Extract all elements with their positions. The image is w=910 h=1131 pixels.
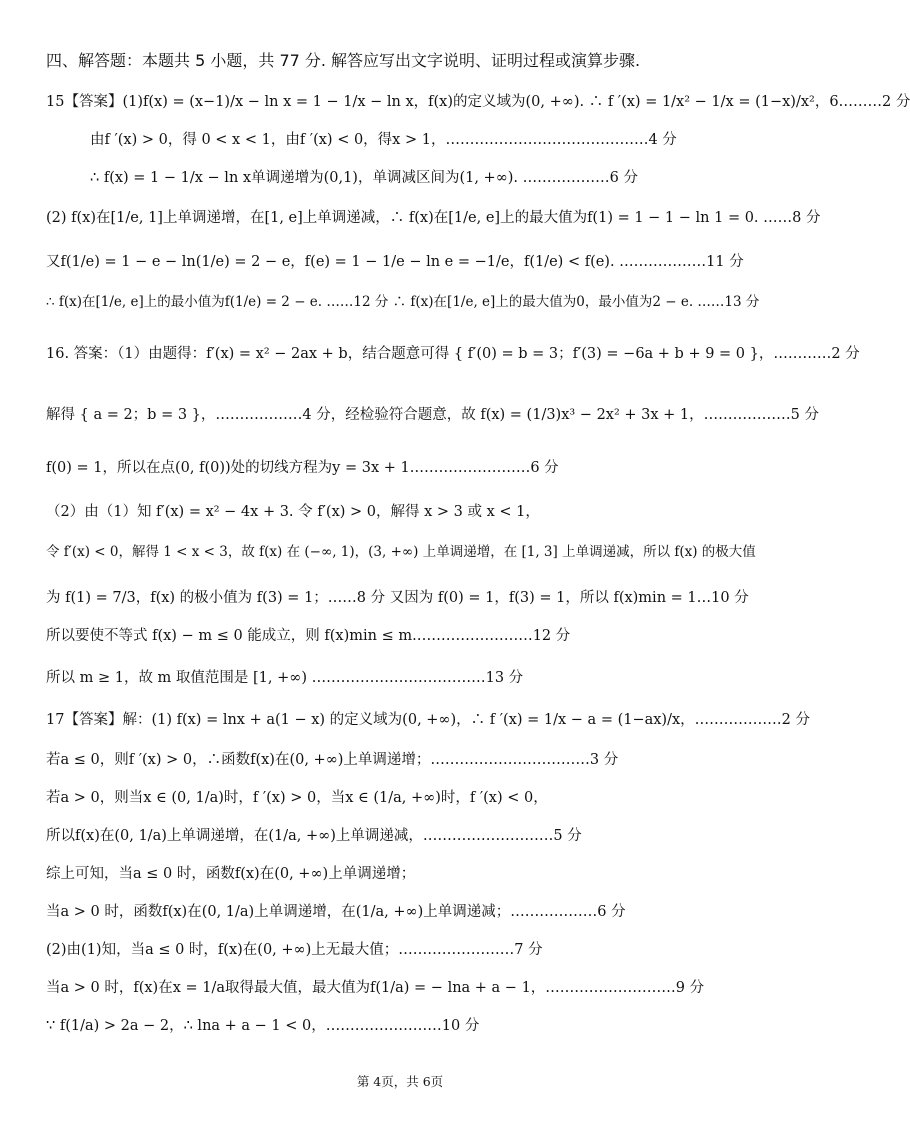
answer-line: ∴ f(x)在[1/e, e]上的最小值为f(1/e) = 2 − e. ……12 分 ∴ f(x)在[1/e, e]上的最大值为0，最小值为2 − e. ……13 分: [46, 294, 760, 310]
answer-line: 综上可知，当a ≤ 0 时，函数f(x)在(0, +∞)上单调递增；: [46, 866, 416, 882]
section-heading: 四、解答题：本题共 5 小题，共 77 分. 解答应写出文字说明、证明过程或演算步骤.: [46, 51, 641, 70]
answer-line: 当a > 0 时，f(x)在x = 1/a取得最大值，最大值为f(1/a) = − lna + a − 1，………………………9 分: [46, 980, 705, 996]
answer-line: (2) f(x)在[1/e, 1]上单调递增，在[1, e]上单调递减，∴ f(x)在[1/e, e]上的最大值为f(1) = 1 − 1 − ln 1 = 0. ……8 分: [46, 210, 821, 226]
answer-line: ∴ f(x) = 1 − 1/x − ln x单调递增为(0,1)，单调减区间为(1, +∞). ………………6 分: [90, 170, 638, 186]
answer-line: 当a > 0 时，函数f(x)在(0, 1/a)上单调递增，在(1/a, +∞)上单调递减；………………6 分: [46, 904, 626, 920]
answer-line: 解得 { a = 2；b = 3 }，………………4 分，经检验符合题意，故 f(x) = (1/3)x³ − 2x² + 3x + 1，………………5 分: [46, 407, 819, 423]
answer-line: 由f ′(x) > 0，得 0 < x < 1，由f ′(x) < 0，得x > 1，……………………………………4 分: [90, 132, 677, 148]
answer-line: 若a > 0，则当x ∈ (0, 1/a)时，f ′(x) > 0，当x ∈ (1/a, +∞)时，f ′(x) < 0，: [46, 790, 548, 806]
answer-line: 若a ≤ 0，则f ′(x) > 0，∴函数f(x)在(0, +∞)上单调递增；……………………………3 分: [46, 752, 619, 768]
answer-line: 所以f(x)在(0, 1/a)上单调递增，在(1/a, +∞)上单调递减，………………………5 分: [46, 828, 582, 844]
answer-line: ∵ f(1/a) > 2a − 2，∴ lna + a − 1 < 0，……………………10 分: [46, 1018, 480, 1034]
answer-line: 16. 答案：（1）由题得：f′(x) = x² − 2ax + b，结合题意可得 { f′(0) = b = 3；f′(3) = −6a + b + 9 = 0 }，…………2 分: [46, 346, 860, 362]
answer-line: 17【答案】解：(1) f(x) = lnx + a(1 − x) 的定义域为(0, +∞)，∴ f ′(x) = 1/x − a = (1−ax)/x，………………2 分: [46, 712, 810, 728]
answer-line: f(0) = 1，所以在点(0, f(0))处的切线方程为y = 3x + 1.……………………6 分: [46, 460, 559, 476]
answer-line: 令 f′(x) < 0，解得 1 < x < 3，故 f(x) 在 (−∞, 1)，(3, +∞) 上单调递增，在 [1, 3] 上单调递减，所以 f(x) 的极大值: [46, 544, 756, 560]
answer-line: 15【答案】(1)f(x) = (x−1)/x − ln x = 1 − 1/x − ln x，f(x)的定义域为(0, +∞). ∴ f ′(x) = 1/x² − 1/x = (1−x)/x²，6………2 分: [46, 94, 910, 110]
answer-line: 所以 m ≥ 1，故 m 取值范围是 [1, +∞) ………………………………13 分: [46, 670, 524, 686]
page-footer: 第 4页，共 6页: [356, 1074, 444, 1089]
answer-line: 所以要使不等式 f(x) − m ≤ 0 能成立，则 f(x)min ≤ m.……………………12 分: [46, 628, 571, 644]
answer-line: (2)由(1)知，当a ≤ 0 时，f(x)在(0, +∞)上无最大值；……………………7 分: [46, 942, 543, 958]
answer-line: 为 f(1) = 7/3，f(x) 的极小值为 f(3) = 1；……8 分 又因为 f(0) = 1，f(3) = 1，所以 f(x)min = 1…10 分: [46, 590, 749, 606]
answer-line: （2）由（1）知 f′(x) = x² − 4x + 3. 令 f′(x) > 0，解得 x > 3 或 x < 1，: [46, 504, 540, 520]
answer-line: 又f(1/e) = 1 − e − ln(1/e) = 2 − e，f(e) = 1 − 1/e − ln e = −1/e，f(1/e) < f(e). ………………11 分: [46, 254, 744, 270]
